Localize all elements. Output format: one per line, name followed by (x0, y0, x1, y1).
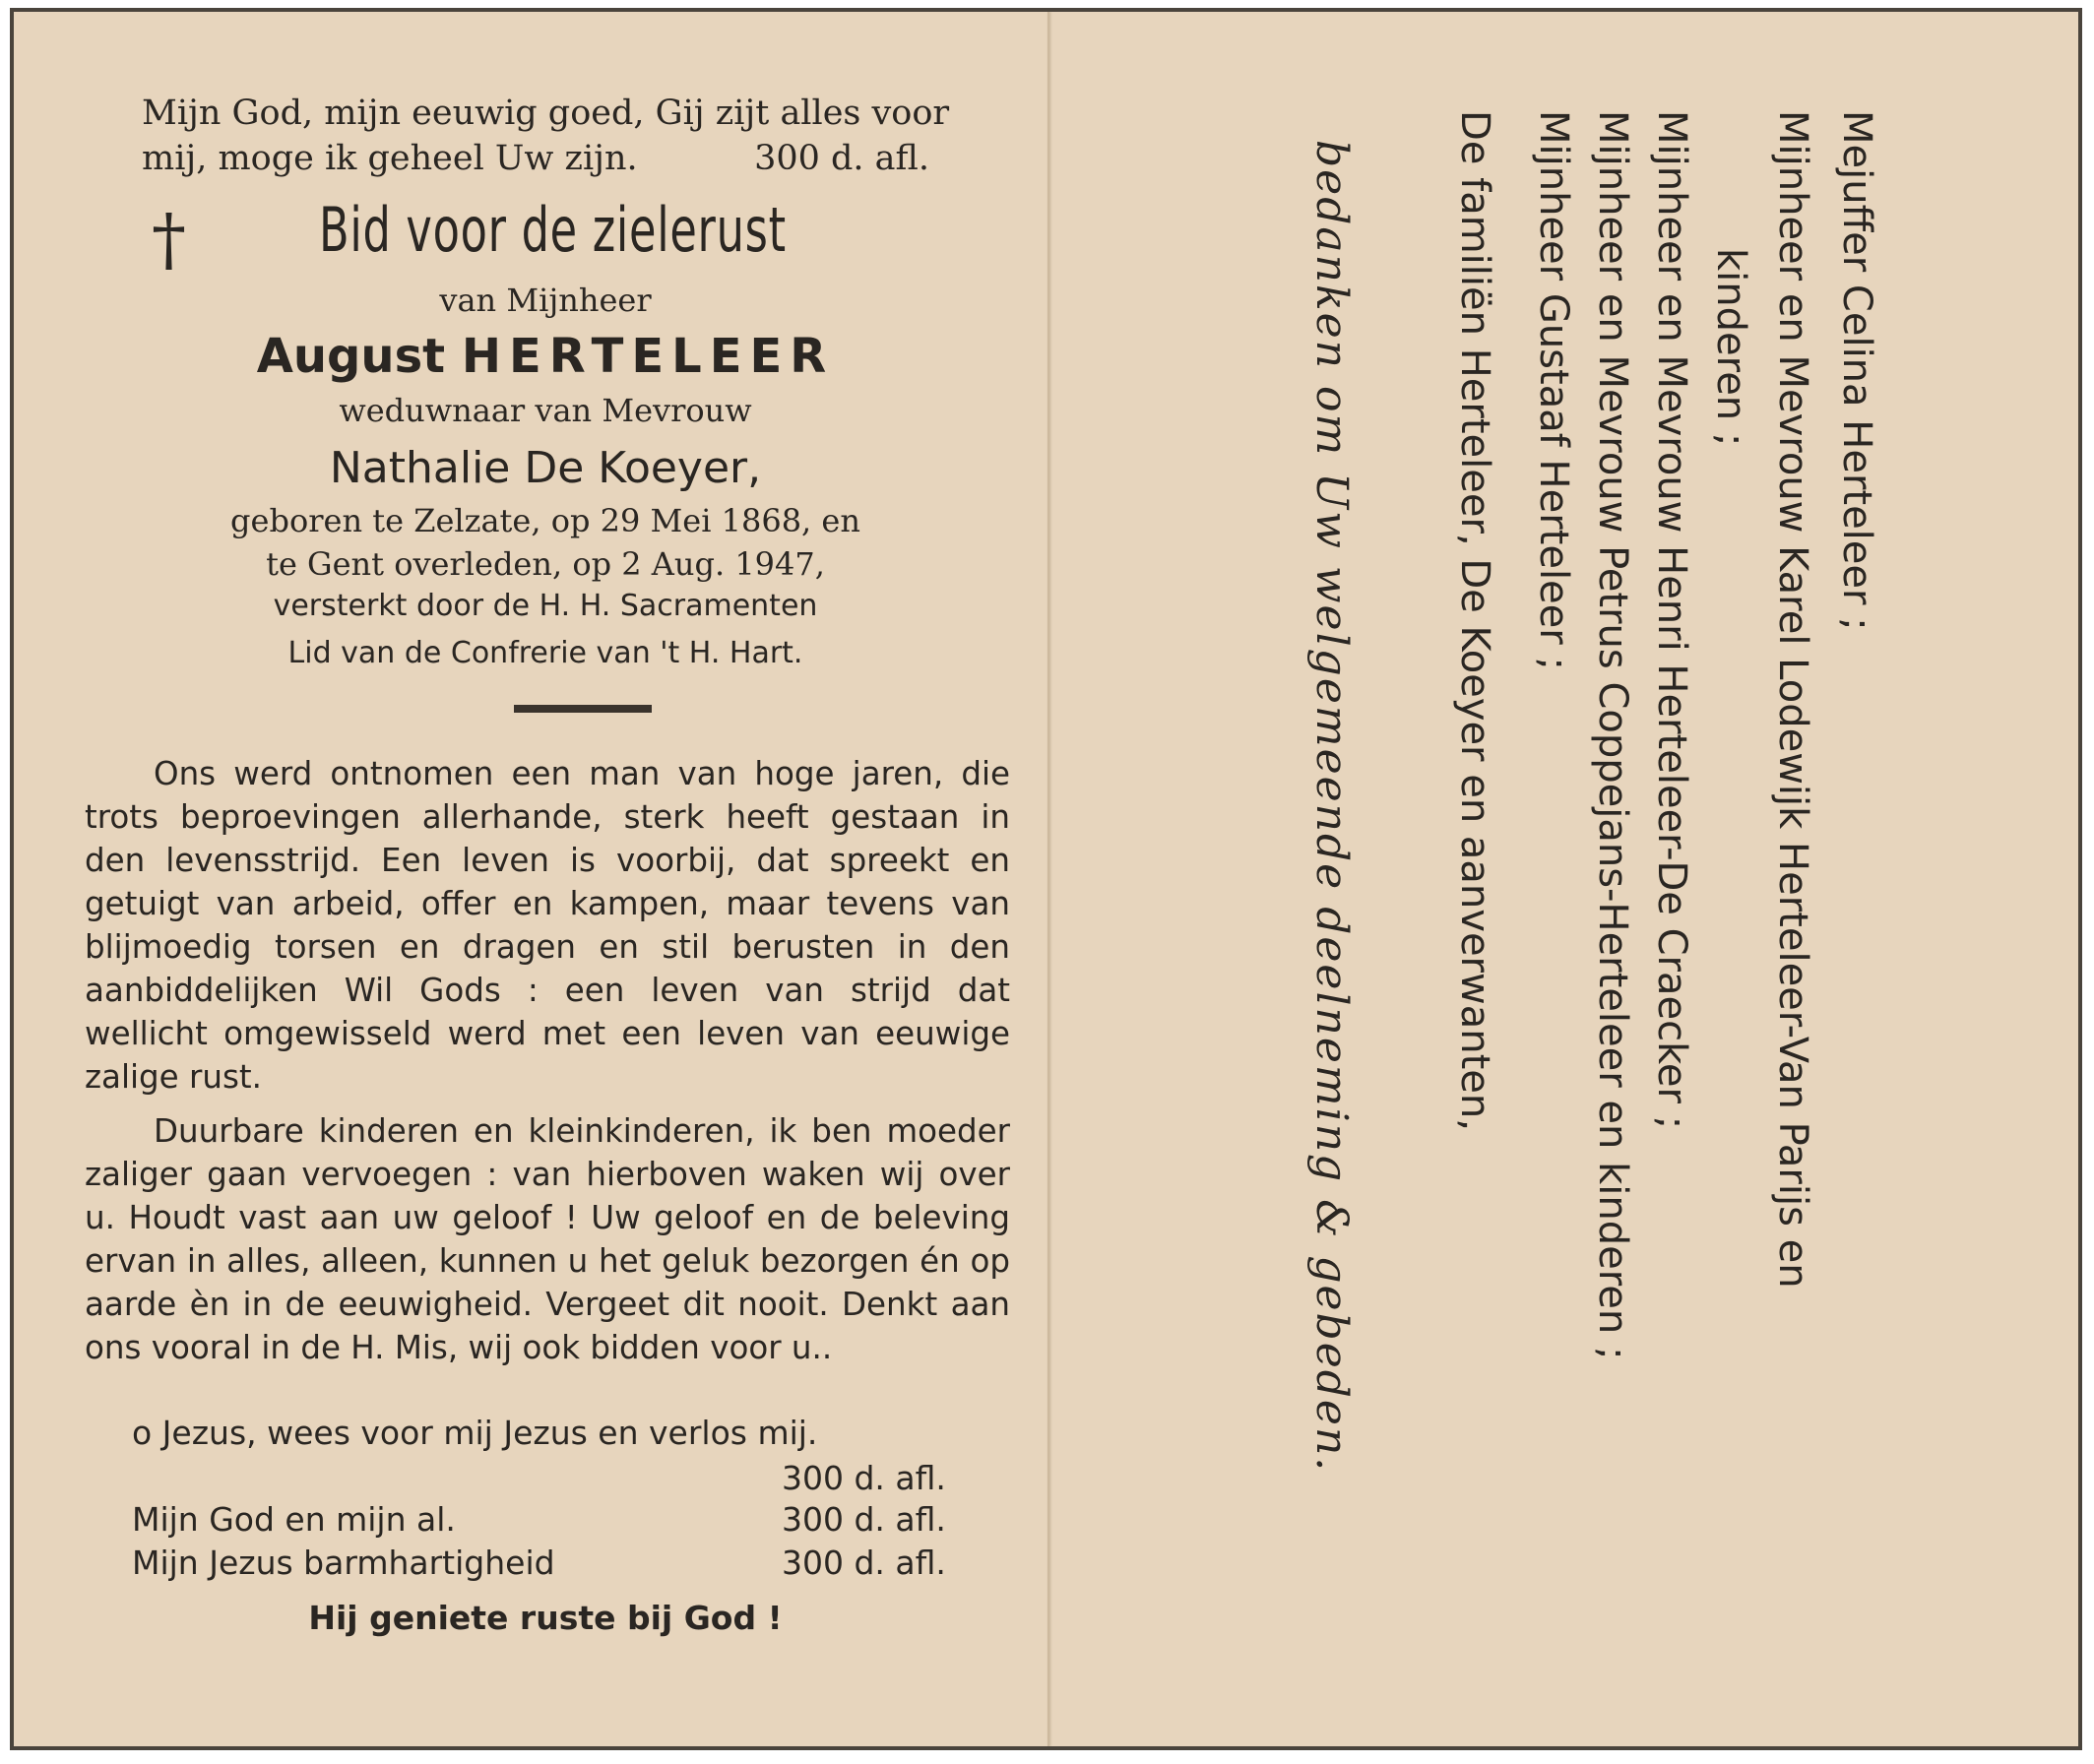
paragraph-2 (85, 1109, 1010, 1369)
wife-name: Nathalie De Koeyer, (329, 443, 762, 493)
top-prayer-line2 (142, 136, 929, 181)
family-line: Mijnheer en Mevrouw Petrus Coppejans-Herteleer en kinderen ; (1590, 110, 1635, 1360)
widower-line: weduwnaar van Mevrouw (339, 392, 752, 429)
top-prayer (142, 91, 988, 181)
sacraments-line: versterkt door de H. H. Sacramenten (273, 589, 818, 623)
cross-icon: † (152, 199, 186, 280)
confraternity-line: Lid van de Confrerie van 't H. Hart. (287, 636, 803, 670)
death-line: te Gent overleden, op 2 Aug. 1947, (266, 545, 825, 583)
family-line: Mejuffer Celina Herteleer ; (1834, 110, 1879, 631)
top-prayer-line1: Mijn God, mijn eeuwig goed, Gij zijt alles voor (142, 94, 950, 133)
deceased-surname: HERTELEER (461, 329, 835, 384)
paragraph-1 (85, 752, 1010, 1099)
indulgence-amount: 300 d. afl. (782, 1544, 946, 1582)
family-line: kinderen ; (1708, 248, 1753, 447)
right-panel (1049, 12, 2082, 1746)
top-prayer-indulgence: 300 d. afl. (754, 139, 929, 178)
divider-rule (514, 705, 652, 713)
indulgence-text: Mijn God en mijn al. (132, 1500, 456, 1539)
bid-title: Bid voor de zielerust (319, 194, 787, 266)
van-mijnheer: van Mijnheer (439, 282, 652, 319)
paragraph-2-text: Duurbare kinderen en kleinkinderen, ik ben moeder zaliger gaan vervoegen : van hierboven waken wij over u. Houdt vast aan uw geloof ! Uw geloof en de beleving ervan in alles, alleen, kunnen u het geluk bezorgen én op aarde èn in de eeuwigheid. Vergeet dit nooit. Denkt aan ons vooral in de H. Mis, wij ook bidden voor u.. (85, 1112, 1010, 1366)
closing-line: Hij geniete ruste bij God ! (308, 1599, 783, 1637)
indulgence-row (132, 1500, 969, 1539)
top-prayer-line2-text: mij, moge ik geheel Uw zijn. (142, 139, 638, 178)
indulgence-amount: 300 d. afl. (782, 1459, 946, 1497)
left-panel (14, 12, 1047, 1746)
indulgence-text: Mijn Jezus barmhartigheid (132, 1544, 555, 1582)
paragraph-1-text: Ons werd ontnomen een man van hoge jaren, die trots beproevingen allerhande, sterk heeft gestaan in den levensstrijd. Een leven is voorbij, dat spreekt en getuigt van arbeid, offer en kampen, maar tevens van blijmoedig torsen en dragen en stil berusten in den aanbiddelijken Wil Gods : een leven van strijd dat wellicht omgewisseld werd met een leven van eeuwige zalige rust. (85, 755, 1010, 1096)
deceased-name (112, 329, 979, 384)
memorial-card (10, 8, 2082, 1750)
family-line: Mijnheer en Mevrouw Henri Herteleer-De Craecker ; (1649, 110, 1694, 1130)
indulgence-row (132, 1544, 969, 1582)
thanks-line: bedanken om Uw welgemeende deelneming & gebeden. (1306, 140, 1357, 1474)
family-line: Mijnheer en Mevrouw Karel Lodewijk Herteleer-Van Parijs en (1770, 110, 1815, 1289)
indulgence-amount: 300 d. afl. (782, 1500, 946, 1539)
deceased-first-name: August (256, 329, 446, 384)
family-line: Mijnheer Gustaaf Herteleer ; (1531, 110, 1576, 670)
birth-line: geboren te Zelzate, op 29 Mei 1868, en (230, 502, 860, 539)
family-line: De familiën Herteleer, De Koeyer en aanverwanten, (1452, 110, 1497, 1131)
jezus-prayer: o Jezus, wees voor mij Jezus en verlos mij. (132, 1414, 818, 1452)
